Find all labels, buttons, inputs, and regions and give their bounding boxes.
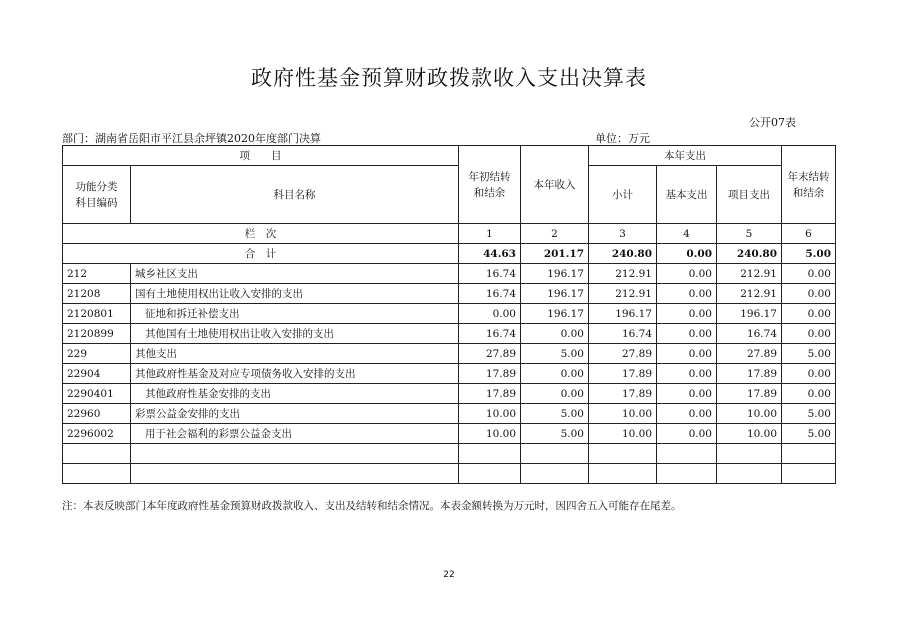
row-value: 212.91 xyxy=(589,284,657,304)
table-number: 公开07表 xyxy=(749,116,796,129)
total-value: 201.17 xyxy=(521,244,589,264)
empty-row xyxy=(63,444,836,464)
row-value: 5.00 xyxy=(521,344,589,364)
table-row xyxy=(63,264,836,284)
row-subject-name: 其他政府性基金及对应专项债务收入安排的支出 xyxy=(131,364,459,384)
row-value: 0.00 xyxy=(782,324,836,344)
table-row xyxy=(63,424,836,444)
empty-cell xyxy=(459,464,521,484)
empty-cell xyxy=(657,464,717,484)
row-value: 0.00 xyxy=(782,384,836,404)
row-value: 17.89 xyxy=(459,364,521,384)
row-value: 27.89 xyxy=(459,344,521,364)
table-row xyxy=(63,324,836,344)
row-value: 0.00 xyxy=(657,284,717,304)
row-value: 0.00 xyxy=(657,344,717,364)
row-value: 0.00 xyxy=(521,324,589,344)
row-subject-name: 彩票公益金安排的支出 xyxy=(131,404,459,424)
empty-row xyxy=(63,464,836,484)
row-value: 196.17 xyxy=(589,304,657,324)
row-value: 16.74 xyxy=(459,264,521,284)
row-value: 10.00 xyxy=(717,424,782,444)
row-value: 27.89 xyxy=(589,344,657,364)
row-code: 2296002 xyxy=(63,424,131,444)
row-value: 5.00 xyxy=(782,404,836,424)
row-value: 10.00 xyxy=(717,404,782,424)
row-value: 27.89 xyxy=(717,344,782,364)
row-value: 5.00 xyxy=(521,404,589,424)
total-label: 合 计 xyxy=(63,244,459,264)
row-code: 21208 xyxy=(63,284,131,304)
department-label: 部门：湖南省岳阳市平江县余坪镇2020年度部门决算 xyxy=(62,132,321,145)
empty-cell xyxy=(589,444,657,464)
row-value: 10.00 xyxy=(459,424,521,444)
row-value: 0.00 xyxy=(782,364,836,384)
row-value: 17.89 xyxy=(589,364,657,384)
row-value: 0.00 xyxy=(657,264,717,284)
column-number-label: 栏 次 xyxy=(63,224,459,244)
empty-cell xyxy=(521,464,589,484)
total-row xyxy=(63,244,836,264)
row-value: 196.17 xyxy=(717,304,782,324)
empty-cell xyxy=(63,444,131,464)
header-income: 本年收入 xyxy=(521,146,589,224)
row-value: 0.00 xyxy=(521,384,589,404)
table-row xyxy=(63,304,836,324)
row-value: 212.91 xyxy=(589,264,657,284)
header-expense-group: 本年支出 xyxy=(589,146,782,166)
total-value: 240.80 xyxy=(717,244,782,264)
row-value: 212.91 xyxy=(717,264,782,284)
row-value: 10.00 xyxy=(589,404,657,424)
footnote: 注：本表反映部门本年度政府性基金预算财政拨款收入、支出及结转和结余情况。本表金额转换为万元时，因四舍五入可能存在尾差。 xyxy=(62,500,682,512)
empty-cell xyxy=(131,444,459,464)
total-value: 0.00 xyxy=(657,244,717,264)
table-row xyxy=(63,404,836,424)
row-value: 196.17 xyxy=(521,284,589,304)
empty-cell xyxy=(521,444,589,464)
empty-cell xyxy=(782,464,836,484)
unit-label: 单位：万元 xyxy=(595,132,650,145)
row-value: 0.00 xyxy=(657,384,717,404)
total-value: 5.00 xyxy=(782,244,836,264)
row-value: 0.00 xyxy=(657,324,717,344)
header-item: 项 目 xyxy=(63,146,459,166)
row-value: 196.17 xyxy=(521,304,589,324)
empty-cell xyxy=(131,464,459,484)
empty-cell xyxy=(589,464,657,484)
row-code: 22960 xyxy=(63,404,131,424)
row-value: 17.89 xyxy=(589,384,657,404)
header-subject-name: 科目名称 xyxy=(131,166,459,224)
header-func-code: 功能分类 科目编码 xyxy=(63,166,131,224)
empty-cell xyxy=(717,444,782,464)
table-row xyxy=(63,284,836,304)
row-value: 0.00 xyxy=(782,304,836,324)
row-value: 16.74 xyxy=(717,324,782,344)
row-value: 5.00 xyxy=(782,424,836,444)
column-number-row xyxy=(63,224,836,244)
row-value: 10.00 xyxy=(589,424,657,444)
row-code: 2120801 xyxy=(63,304,131,324)
header-subtotal: 小计 xyxy=(589,166,657,224)
column-number: 5 xyxy=(717,224,782,244)
row-value: 5.00 xyxy=(782,344,836,364)
empty-cell xyxy=(657,444,717,464)
row-value: 0.00 xyxy=(782,284,836,304)
table-row xyxy=(63,364,836,384)
total-value: 240.80 xyxy=(589,244,657,264)
row-subject-name: 其他政府性基金安排的支出 xyxy=(131,384,459,404)
empty-cell xyxy=(63,464,131,484)
empty-cell xyxy=(717,464,782,484)
row-value: 17.89 xyxy=(717,364,782,384)
row-value: 17.89 xyxy=(717,384,782,404)
header-begin-balance: 年初结转 和结余 xyxy=(459,146,521,224)
row-value: 0.00 xyxy=(521,364,589,384)
column-number: 1 xyxy=(459,224,521,244)
budget-table xyxy=(62,145,836,484)
row-value: 196.17 xyxy=(521,264,589,284)
row-value: 0.00 xyxy=(459,304,521,324)
row-value: 0.00 xyxy=(657,404,717,424)
row-value: 212.91 xyxy=(717,284,782,304)
empty-cell xyxy=(459,444,521,464)
row-code: 2290401 xyxy=(63,384,131,404)
header-basic: 基本支出 xyxy=(657,166,717,224)
row-subject-name: 其他国有土地使用权出让收入安排的支出 xyxy=(131,324,459,344)
column-number: 3 xyxy=(589,224,657,244)
total-value: 44.63 xyxy=(459,244,521,264)
column-number: 2 xyxy=(521,224,589,244)
row-value: 16.74 xyxy=(459,324,521,344)
row-value: 17.89 xyxy=(459,384,521,404)
row-code: 2120899 xyxy=(63,324,131,344)
row-subject-name: 用于社会福利的彩票公益金支出 xyxy=(131,424,459,444)
column-number: 6 xyxy=(782,224,836,244)
row-value: 16.74 xyxy=(459,284,521,304)
row-subject-name: 国有土地使用权出让收入安排的支出 xyxy=(131,284,459,304)
header-project: 项目支出 xyxy=(717,166,782,224)
empty-cell xyxy=(782,444,836,464)
column-number: 4 xyxy=(657,224,717,244)
row-subject-name: 其他支出 xyxy=(131,344,459,364)
header-end-balance: 年末结转 和结余 xyxy=(782,146,836,224)
row-subject-name: 征地和拆迁补偿支出 xyxy=(131,304,459,324)
row-code: 22904 xyxy=(63,364,131,384)
row-value: 5.00 xyxy=(521,424,589,444)
row-value: 0.00 xyxy=(657,364,717,384)
row-value: 0.00 xyxy=(657,424,717,444)
row-subject-name: 城乡社区支出 xyxy=(131,264,459,284)
table-row xyxy=(63,344,836,364)
page-number: 22 xyxy=(443,570,455,580)
row-value: 10.00 xyxy=(459,404,521,424)
row-value: 0.00 xyxy=(782,264,836,284)
table-row xyxy=(63,384,836,404)
page-title: 政府性基金预算财政拨款收入支出决算表 xyxy=(251,66,647,90)
row-value: 16.74 xyxy=(589,324,657,344)
row-value: 0.00 xyxy=(657,304,717,324)
row-code: 229 xyxy=(63,344,131,364)
row-code: 212 xyxy=(63,264,131,284)
